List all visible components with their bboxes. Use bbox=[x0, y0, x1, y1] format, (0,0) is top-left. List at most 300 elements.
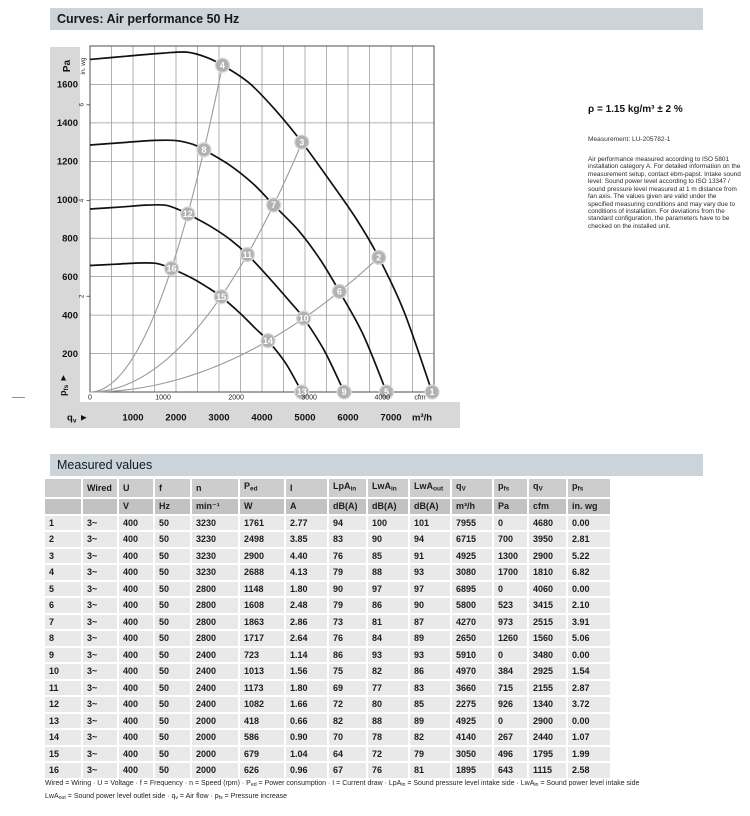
table-cell: 523 bbox=[494, 598, 527, 613]
table-cell: 400 bbox=[119, 631, 153, 646]
svg-text:0: 0 bbox=[88, 394, 92, 402]
marker-balloon-16 bbox=[164, 261, 178, 275]
table-cell: 400 bbox=[119, 582, 153, 597]
table-cell: 3~ bbox=[83, 664, 117, 679]
table-cell: 2688 bbox=[240, 565, 284, 580]
table-cell: 86 bbox=[368, 598, 408, 613]
table-cell: 82 bbox=[368, 664, 408, 679]
table-cell: 643 bbox=[494, 763, 527, 778]
table-cell: 93 bbox=[410, 648, 450, 663]
table-cell: 0.00 bbox=[568, 714, 610, 729]
column-unit bbox=[45, 499, 81, 514]
table-cell: 1700 bbox=[494, 565, 527, 580]
table-cell: 50 bbox=[155, 648, 190, 663]
table-cell: 1115 bbox=[529, 763, 566, 778]
svg-text:2000: 2000 bbox=[165, 412, 187, 424]
table-row bbox=[45, 714, 610, 729]
table-cell: 101 bbox=[410, 516, 450, 531]
table-cell: 1260 bbox=[494, 631, 527, 646]
column-unit: V bbox=[119, 499, 153, 514]
table-cell: 50 bbox=[155, 598, 190, 613]
table-row bbox=[45, 681, 610, 696]
row-number: 5 bbox=[45, 582, 81, 597]
svg-text:10: 10 bbox=[298, 313, 309, 324]
table-cell: 926 bbox=[494, 697, 527, 712]
air-density-value: ρ = 1.15 kg/m³ ± 2 % bbox=[588, 104, 683, 115]
svg-text:5000: 5000 bbox=[294, 412, 316, 424]
column-header: LpA$_{in}$ bbox=[329, 479, 366, 497]
svg-text:6000: 6000 bbox=[337, 412, 359, 424]
table-cell: 400 bbox=[119, 598, 153, 613]
marker-balloon-12 bbox=[181, 207, 195, 221]
table-cell: 2000 bbox=[192, 730, 238, 745]
column-unit: in. wg bbox=[568, 499, 610, 514]
table-cell: 87 bbox=[410, 615, 450, 630]
table-cell: 400 bbox=[119, 747, 153, 762]
table-cell: 50 bbox=[155, 714, 190, 729]
table-cell: 1.54 bbox=[568, 664, 610, 679]
table-cell: 2900 bbox=[529, 714, 566, 729]
svg-text:1000: 1000 bbox=[122, 412, 144, 424]
measurement-reference: Measurement: LU-205782-1 bbox=[588, 136, 671, 143]
table-cell: 50 bbox=[155, 532, 190, 547]
column-header: $p_{fs}$ bbox=[568, 479, 610, 497]
table-cell: 3230 bbox=[192, 532, 238, 547]
section-header-curves bbox=[50, 8, 703, 30]
row-number: 4 bbox=[45, 565, 81, 580]
table-cell: 3~ bbox=[83, 582, 117, 597]
table-cell: 400 bbox=[119, 681, 153, 696]
column-header: U bbox=[119, 479, 153, 497]
svg-text:2000: 2000 bbox=[228, 394, 244, 402]
table-cell: 3~ bbox=[83, 681, 117, 696]
column-header: $p_{fs}$ bbox=[494, 479, 527, 497]
table-cell: 3660 bbox=[452, 681, 492, 696]
table-cell: 4060 bbox=[529, 582, 566, 597]
svg-text:4000: 4000 bbox=[374, 394, 391, 402]
table-footnote bbox=[45, 778, 685, 804]
svg-text:1400: 1400 bbox=[56, 118, 78, 130]
svg-text:400: 400 bbox=[62, 310, 78, 322]
cfm-unit-label: cfm bbox=[414, 394, 426, 402]
table-cell: 89 bbox=[410, 714, 450, 729]
column-unit: dB(A) bbox=[329, 499, 366, 514]
row-number: 15 bbox=[45, 747, 81, 762]
table-cell: 93 bbox=[410, 565, 450, 580]
table-cell: 1.80 bbox=[286, 582, 327, 597]
table-cell: 0 bbox=[494, 714, 527, 729]
table-cell: 0.00 bbox=[568, 516, 610, 531]
table-cell: 86 bbox=[410, 664, 450, 679]
table-row bbox=[45, 598, 610, 613]
table-cell: 50 bbox=[155, 763, 190, 778]
column-header: $P_{ed}$ bbox=[240, 479, 284, 497]
table-cell: 94 bbox=[329, 516, 366, 531]
column-unit: cfm bbox=[529, 499, 566, 514]
table-cell: 2000 bbox=[192, 763, 238, 778]
table-cell: 69 bbox=[329, 681, 366, 696]
marker-balloon-11 bbox=[240, 248, 254, 262]
measured-values-title: Measured values bbox=[57, 458, 153, 472]
table-cell: 2.48 bbox=[286, 598, 327, 613]
table-cell: 2.10 bbox=[568, 598, 610, 613]
table-cell: 78 bbox=[368, 730, 408, 745]
table-cell: 418 bbox=[240, 714, 284, 729]
table-cell: 2.64 bbox=[286, 631, 327, 646]
marker-balloon-9 bbox=[337, 385, 351, 399]
svg-text:3000: 3000 bbox=[208, 412, 230, 424]
table-cell: 97 bbox=[368, 582, 408, 597]
table-row bbox=[45, 532, 610, 547]
table-cell: 400 bbox=[119, 697, 153, 712]
table-cell: 400 bbox=[119, 549, 153, 564]
table-cell: 50 bbox=[155, 747, 190, 762]
column-unit: m³/h bbox=[452, 499, 492, 514]
table-cell: 400 bbox=[119, 763, 153, 778]
table-cell: 400 bbox=[119, 532, 153, 547]
table-cell: 3050 bbox=[452, 747, 492, 762]
column-header: LwA$_{in}$ bbox=[368, 479, 408, 497]
table-cell: 50 bbox=[155, 681, 190, 696]
row-number: 11 bbox=[45, 681, 81, 696]
table-cell: 1.56 bbox=[286, 664, 327, 679]
svg-text:1000: 1000 bbox=[56, 194, 78, 206]
table-cell: 50 bbox=[155, 549, 190, 564]
table-cell: 723 bbox=[240, 648, 284, 663]
table-cell: 5800 bbox=[452, 598, 492, 613]
table-row bbox=[45, 549, 610, 564]
table-cell: 0 bbox=[494, 516, 527, 531]
table-cell: 0.00 bbox=[568, 582, 610, 597]
table-cell: 77 bbox=[368, 681, 408, 696]
table-cell: 267 bbox=[494, 730, 527, 745]
section-header-measured-values bbox=[50, 454, 703, 476]
table-cell: 88 bbox=[368, 714, 408, 729]
table-cell: 2925 bbox=[529, 664, 566, 679]
svg-text:9: 9 bbox=[341, 387, 347, 398]
marker-balloon-1 bbox=[425, 385, 439, 399]
table-row bbox=[45, 730, 610, 745]
table-cell: 75 bbox=[329, 664, 366, 679]
table-cell: 0.00 bbox=[568, 648, 610, 663]
table-cell: 2.58 bbox=[568, 763, 610, 778]
svg-text:2: 2 bbox=[376, 252, 382, 263]
table-cell: 72 bbox=[329, 697, 366, 712]
table-cell: 4925 bbox=[452, 549, 492, 564]
table-cell: 76 bbox=[368, 763, 408, 778]
table-cell: 2400 bbox=[192, 648, 238, 663]
table-cell: 100 bbox=[368, 516, 408, 531]
table-cell: 2800 bbox=[192, 615, 238, 630]
table-cell: 1795 bbox=[529, 747, 566, 762]
svg-text:1600: 1600 bbox=[56, 79, 78, 91]
table-cell: 2.86 bbox=[286, 615, 327, 630]
table-cell: 89 bbox=[410, 631, 450, 646]
marker-balloon-3 bbox=[295, 135, 309, 149]
column-unit: dB(A) bbox=[410, 499, 450, 514]
table-row bbox=[45, 763, 610, 778]
table-cell: 67 bbox=[329, 763, 366, 778]
footnote-line: LwA$_{out}$ = Sound power level outlet side · $q_v$ = Air flow · $p_{fs}$ = Pressure increase bbox=[45, 793, 288, 801]
table-cell: 50 bbox=[155, 697, 190, 712]
column-header: I bbox=[286, 479, 327, 497]
table-cell: 3~ bbox=[83, 747, 117, 762]
svg-text:14: 14 bbox=[263, 335, 274, 346]
table-cell: 82 bbox=[410, 730, 450, 745]
table-cell: 1300 bbox=[494, 549, 527, 564]
table-cell: 626 bbox=[240, 763, 284, 778]
table-cell: 2000 bbox=[192, 714, 238, 729]
table-cell: 4925 bbox=[452, 714, 492, 729]
table-cell: 90 bbox=[329, 582, 366, 597]
row-number: 8 bbox=[45, 631, 81, 646]
table-cell: 93 bbox=[368, 648, 408, 663]
table-cell: 496 bbox=[494, 747, 527, 762]
table-cell: 3~ bbox=[83, 631, 117, 646]
svg-text:5: 5 bbox=[383, 387, 389, 398]
table-cell: 70 bbox=[329, 730, 366, 745]
table-cell: 400 bbox=[119, 516, 153, 531]
footnote-line: Wired = Wiring · U = Voltage · f = Frequency · n = Speed $(rpm) \cdot P_{ed}$ = Power consumption · I = Current draw · LpA$_{in}$ = Sound pressure level intake side · LwA$_{in}$ = Sound power level intake side bbox=[45, 780, 640, 788]
table-cell: 90 bbox=[410, 598, 450, 613]
row-number: 6 bbox=[45, 598, 81, 613]
row-number: 1 bbox=[45, 516, 81, 531]
table-cell: 50 bbox=[155, 664, 190, 679]
table-cell: 700 bbox=[494, 532, 527, 547]
table-cell: 3~ bbox=[83, 730, 117, 745]
table-cell: 7955 bbox=[452, 516, 492, 531]
column-header: Wired bbox=[83, 479, 117, 497]
table-cell: 2800 bbox=[192, 598, 238, 613]
table-cell: 2900 bbox=[240, 549, 284, 564]
table-cell: 2.87 bbox=[568, 681, 610, 696]
table-cell: 0.66 bbox=[286, 714, 327, 729]
svg-text:7000: 7000 bbox=[380, 412, 402, 424]
column-unit bbox=[83, 499, 117, 514]
svg-text:16: 16 bbox=[166, 263, 177, 274]
table-cell: 76 bbox=[329, 631, 366, 646]
table-cell: 85 bbox=[368, 549, 408, 564]
table-cell: 3~ bbox=[83, 615, 117, 630]
table-cell: 50 bbox=[155, 582, 190, 597]
table-cell: 715 bbox=[494, 681, 527, 696]
table-cell: 679 bbox=[240, 747, 284, 762]
table-cell: 81 bbox=[410, 763, 450, 778]
table-cell: 1082 bbox=[240, 697, 284, 712]
table-cell: 97 bbox=[410, 582, 450, 597]
table-cell: 3~ bbox=[83, 763, 117, 778]
table-cell: 79 bbox=[329, 565, 366, 580]
table-cell: 90 bbox=[368, 532, 408, 547]
table-cell: 79 bbox=[329, 598, 366, 613]
row-number: 2 bbox=[45, 532, 81, 547]
curves-section-title: Curves: Air performance 50 Hz bbox=[57, 12, 240, 26]
table-cell: 4140 bbox=[452, 730, 492, 745]
table-cell: 50 bbox=[155, 730, 190, 745]
table-row bbox=[45, 664, 610, 679]
table-row bbox=[45, 631, 610, 646]
table-cell: 3480 bbox=[529, 648, 566, 663]
table-cell: 81 bbox=[368, 615, 408, 630]
table-cell: 1863 bbox=[240, 615, 284, 630]
svg-text:11: 11 bbox=[242, 249, 253, 260]
table-cell: 1810 bbox=[529, 565, 566, 580]
marker-balloon-15 bbox=[214, 290, 228, 304]
table-cell: 50 bbox=[155, 615, 190, 630]
table-cell: 50 bbox=[155, 565, 190, 580]
table-cell: 2800 bbox=[192, 582, 238, 597]
table-cell: 6715 bbox=[452, 532, 492, 547]
table-cell: 2440 bbox=[529, 730, 566, 745]
svg-text:4: 4 bbox=[219, 60, 225, 71]
row-number: 13 bbox=[45, 714, 81, 729]
table-cell: 3415 bbox=[529, 598, 566, 613]
table-cell: 64 bbox=[329, 747, 366, 762]
table-cell: 400 bbox=[119, 648, 153, 663]
table-cell: 6895 bbox=[452, 582, 492, 597]
marker-balloon-2 bbox=[372, 250, 386, 264]
table-cell: 3~ bbox=[83, 565, 117, 580]
pa-unit-label: Pa bbox=[62, 59, 73, 73]
table-cell: 5.22 bbox=[568, 549, 610, 564]
table-cell: 1.04 bbox=[286, 747, 327, 762]
table-cell: 72 bbox=[368, 747, 408, 762]
table-cell: 82 bbox=[329, 714, 366, 729]
table-cell: 6.82 bbox=[568, 565, 610, 580]
marker-balloon-6 bbox=[332, 284, 346, 298]
pfs-axis-title: $p_{fs}$ ► bbox=[58, 373, 70, 396]
svg-text:15: 15 bbox=[216, 291, 227, 302]
svg-text:3: 3 bbox=[299, 137, 305, 148]
air-performance-chart bbox=[40, 30, 480, 440]
svg-text:6: 6 bbox=[336, 286, 342, 297]
table-cell: 94 bbox=[410, 532, 450, 547]
svg-text:6: 6 bbox=[78, 103, 86, 107]
table-cell: 5910 bbox=[452, 648, 492, 663]
table-cell: 1895 bbox=[452, 763, 492, 778]
row-number: 9 bbox=[45, 648, 81, 663]
qv-unit-label: m³/h bbox=[411, 412, 433, 424]
column-header: LwA$_{out}$ bbox=[410, 479, 450, 497]
table-cell: 1560 bbox=[529, 631, 566, 646]
table-row bbox=[45, 747, 610, 762]
table-cell: 3.91 bbox=[568, 615, 610, 630]
table-cell: 400 bbox=[119, 730, 153, 745]
table-cell: 973 bbox=[494, 615, 527, 630]
table-cell: 84 bbox=[368, 631, 408, 646]
column-unit: Pa bbox=[494, 499, 527, 514]
table-cell: 3~ bbox=[83, 516, 117, 531]
table-cell: 50 bbox=[155, 516, 190, 531]
row-number: 12 bbox=[45, 697, 81, 712]
table-cell: 4270 bbox=[452, 615, 492, 630]
svg-text:200: 200 bbox=[62, 348, 78, 360]
table-cell: 400 bbox=[119, 565, 153, 580]
table-cell: 586 bbox=[240, 730, 284, 745]
table-cell: 1013 bbox=[240, 664, 284, 679]
table-row bbox=[45, 582, 610, 597]
table-cell: 85 bbox=[410, 697, 450, 712]
marker-balloon-10 bbox=[297, 311, 311, 325]
table-row bbox=[45, 565, 610, 580]
svg-text:1200: 1200 bbox=[56, 156, 78, 168]
svg-text:1: 1 bbox=[429, 387, 435, 398]
svg-text:8: 8 bbox=[201, 145, 207, 155]
table-cell: 3~ bbox=[83, 549, 117, 564]
table-cell: 50 bbox=[155, 631, 190, 646]
table-cell: 1761 bbox=[240, 516, 284, 531]
column-header bbox=[45, 479, 81, 497]
column-unit: Hz bbox=[155, 499, 190, 514]
row-number: 7 bbox=[45, 615, 81, 630]
table-cell: 400 bbox=[119, 664, 153, 679]
table-cell: 3080 bbox=[452, 565, 492, 580]
table-cell: 73 bbox=[329, 615, 366, 630]
svg-text:1000: 1000 bbox=[155, 394, 171, 402]
table-cell: 1.80 bbox=[286, 681, 327, 696]
table-cell: 2650 bbox=[452, 631, 492, 646]
svg-text:600: 600 bbox=[62, 271, 78, 283]
table-cell: 86 bbox=[329, 648, 366, 663]
table-cell: 80 bbox=[368, 697, 408, 712]
table-row bbox=[45, 516, 610, 531]
table-cell: 1173 bbox=[240, 681, 284, 696]
svg-text:7: 7 bbox=[271, 200, 277, 211]
side-notes bbox=[588, 104, 743, 230]
table-units-row bbox=[45, 499, 610, 514]
print-crop-mark bbox=[12, 397, 25, 398]
table-cell: 2400 bbox=[192, 697, 238, 712]
svg-text:2: 2 bbox=[78, 294, 86, 299]
table-cell: 400 bbox=[119, 615, 153, 630]
table-cell: 4.40 bbox=[286, 549, 327, 564]
table-cell: 3~ bbox=[83, 648, 117, 663]
table-cell: 4680 bbox=[529, 516, 566, 531]
svg-text:13: 13 bbox=[296, 387, 307, 398]
marker-balloon-8 bbox=[197, 143, 211, 157]
column-unit: A bbox=[286, 499, 327, 514]
measurement-note: Air performance measured according to ISO 5801 installation category A. For detailed information on the measurement setup, contact ebm-papst. Intake sound level: Sound power level according to ISO 13347 / sound pressure level measured at 1 m distance from fan axis. The values given are valid under the specified measuring conditions and may vary due to conditions of installation. For deviations from the standard configuration, the parameters have to be checked on the installed unit. bbox=[588, 156, 741, 230]
inwg-axis bbox=[79, 57, 91, 298]
table-cell: 0.96 bbox=[286, 763, 327, 778]
table-cell: 0 bbox=[494, 582, 527, 597]
table-cell: 3~ bbox=[83, 714, 117, 729]
table-cell: 2498 bbox=[240, 532, 284, 547]
table-cell: 2000 bbox=[192, 747, 238, 762]
qv-axis-title: $q_v$ ► bbox=[67, 412, 89, 425]
table-cell: 1.66 bbox=[286, 697, 327, 712]
table-cell: 384 bbox=[494, 664, 527, 679]
table-cell: 1608 bbox=[240, 598, 284, 613]
column-header: f bbox=[155, 479, 190, 497]
table-cell: 3~ bbox=[83, 598, 117, 613]
svg-text:3000: 3000 bbox=[301, 394, 317, 402]
column-unit: dB(A) bbox=[368, 499, 408, 514]
table-cell: 3230 bbox=[192, 549, 238, 564]
table-header-row bbox=[45, 479, 610, 497]
table-cell: 2400 bbox=[192, 681, 238, 696]
table-cell: 3230 bbox=[192, 565, 238, 580]
table-cell: 1.14 bbox=[286, 648, 327, 663]
table-cell: 88 bbox=[368, 565, 408, 580]
cfm-tick-labels bbox=[88, 395, 426, 402]
table-cell: 0.90 bbox=[286, 730, 327, 745]
table-cell: 1.07 bbox=[568, 730, 610, 745]
table-cell: 1148 bbox=[240, 582, 284, 597]
table-cell: 3.72 bbox=[568, 697, 610, 712]
table-cell: 3950 bbox=[529, 532, 566, 547]
table-cell: 2400 bbox=[192, 664, 238, 679]
